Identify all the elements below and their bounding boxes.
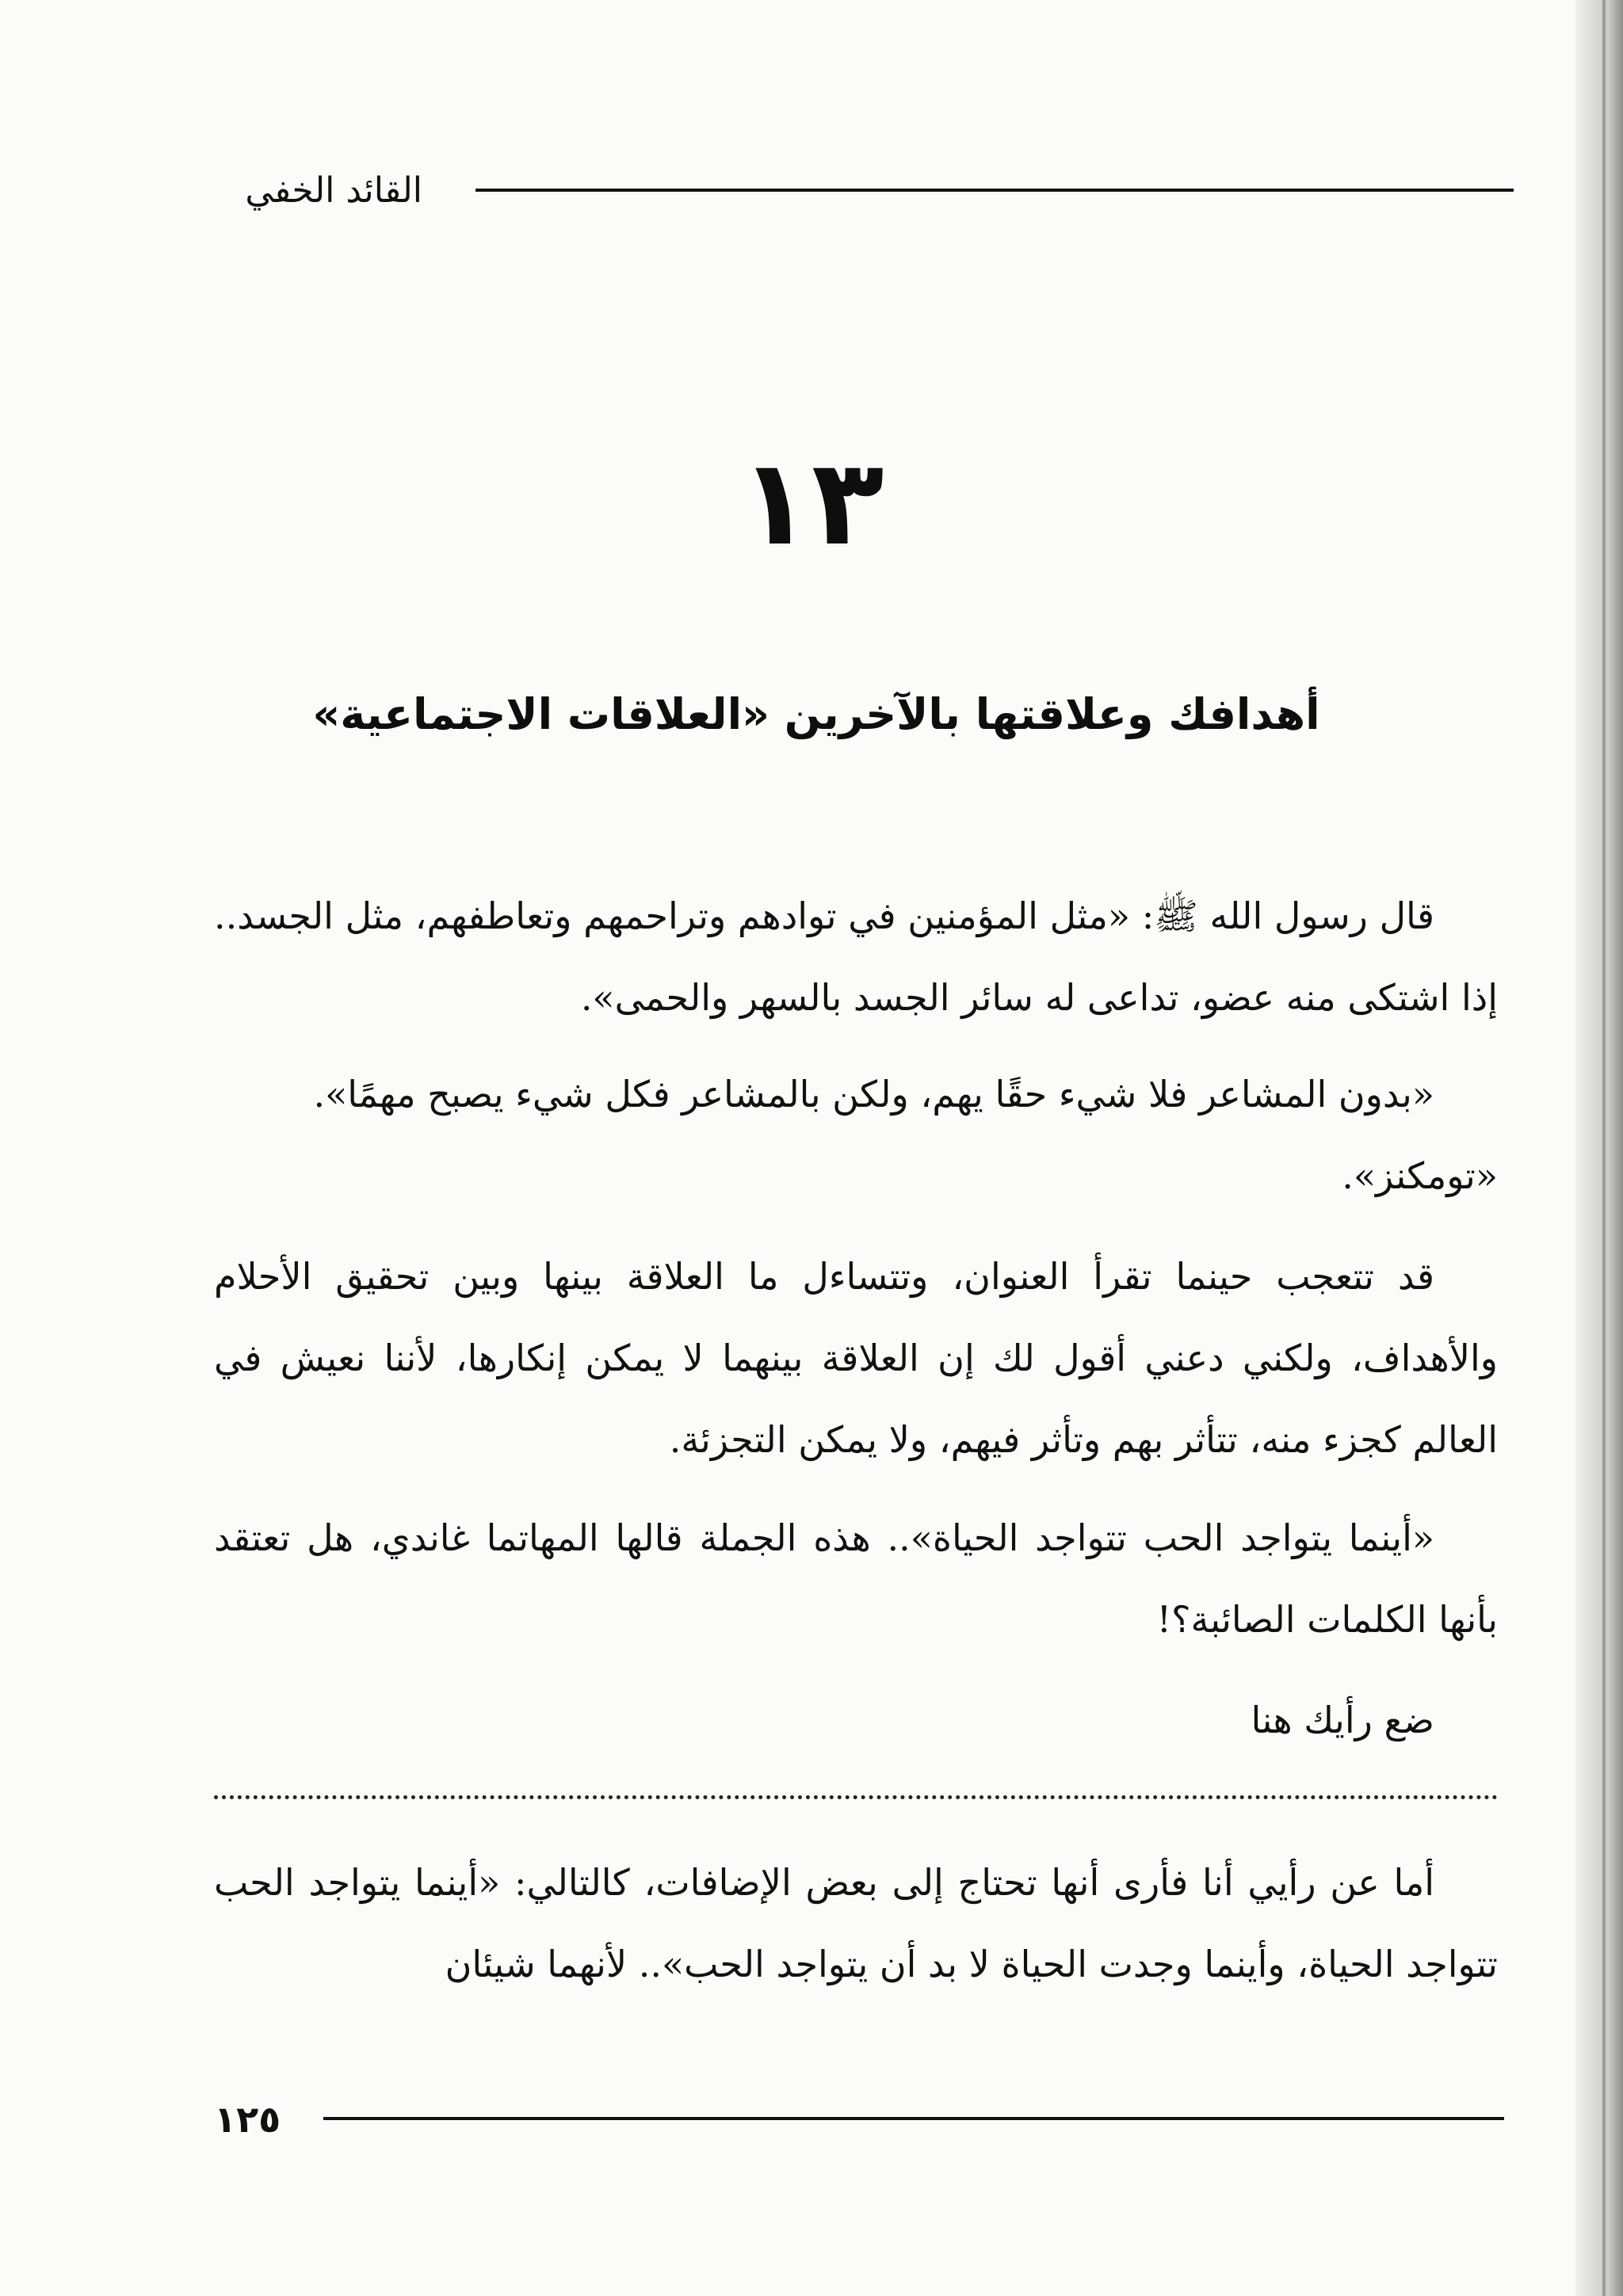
running-header: القائد الخفي [245, 170, 422, 211]
hadith-paragraph: قال رسول الله ﷺ: «مثل المؤمنين في توادهم وتراحمهم وتعاطفهم، مثل الجسد.. إذا اشتكى منه عضو، تداعى له سائر الجسد بالسهر والحمى». [214, 894, 1498, 1019]
chapter-title: أهدافك وعلاقتها بالآخرين «العلاقات الاجتماعية» [312, 689, 1320, 739]
opinion-paragraph: أما عن رأيي أنا فأرى أنها تحتاج إلى بعض الإضافات، كالتالي: «أينما يتواجد الحب تتواجد الحياة، وأينما وجدت الحياة لا بد أن يتواجد الحب».. لأنهما شيئان [214, 1861, 1498, 1985]
header-rule [475, 189, 1514, 192]
quote-attribution: «تومكنز». [1342, 1154, 1498, 1197]
book-spine-shadow [1575, 0, 1623, 2296]
intro-paragraph-block [214, 1236, 1498, 1481]
gandhi-paragraph: «أينما يتواجد الحب تتواجد الحياة».. هذه الجملة قالها المهاتما غاندي، هل تعتقد بأنها الكلمات الصائبة؟! [214, 1516, 1498, 1641]
book-spine-line [1602, 0, 1606, 2296]
quote-block [214, 1054, 1498, 1217]
chapter-number: ١٣ [739, 434, 884, 572]
gandhi-paragraph-block [214, 1497, 1498, 1661]
quote-text: «بدون المشاعر فلا شيء حقًا يهم، ولكن بالمشاعر فكل شيء يصبح مهمًا». [313, 1073, 1434, 1116]
page-number: ١٢٥ [214, 2098, 281, 2141]
prompt-block [214, 1680, 1498, 1761]
opinion-paragraph-block [214, 1842, 1498, 2005]
answer-dotted-line [214, 1795, 1498, 1799]
opinion-prompt: ضع رأيك هنا [1251, 1699, 1434, 1741]
intro-paragraph: قد تتعجب حينما تقرأ العنوان، وتتساءل ما العلاقة بينها وبين تحقيق الأحلام والأهداف، ولكني دعني أقول لك إن العلاقة بينهما لا يمكن إنكارها، لأننا نعيش في العالم كجزء منه، تتأثر بهم وتأثر فيهم، ولا يمكن التجزئة. [214, 1255, 1498, 1461]
hadith-paragraph-block [214, 875, 1498, 1039]
footer-rule [323, 2117, 1504, 2120]
